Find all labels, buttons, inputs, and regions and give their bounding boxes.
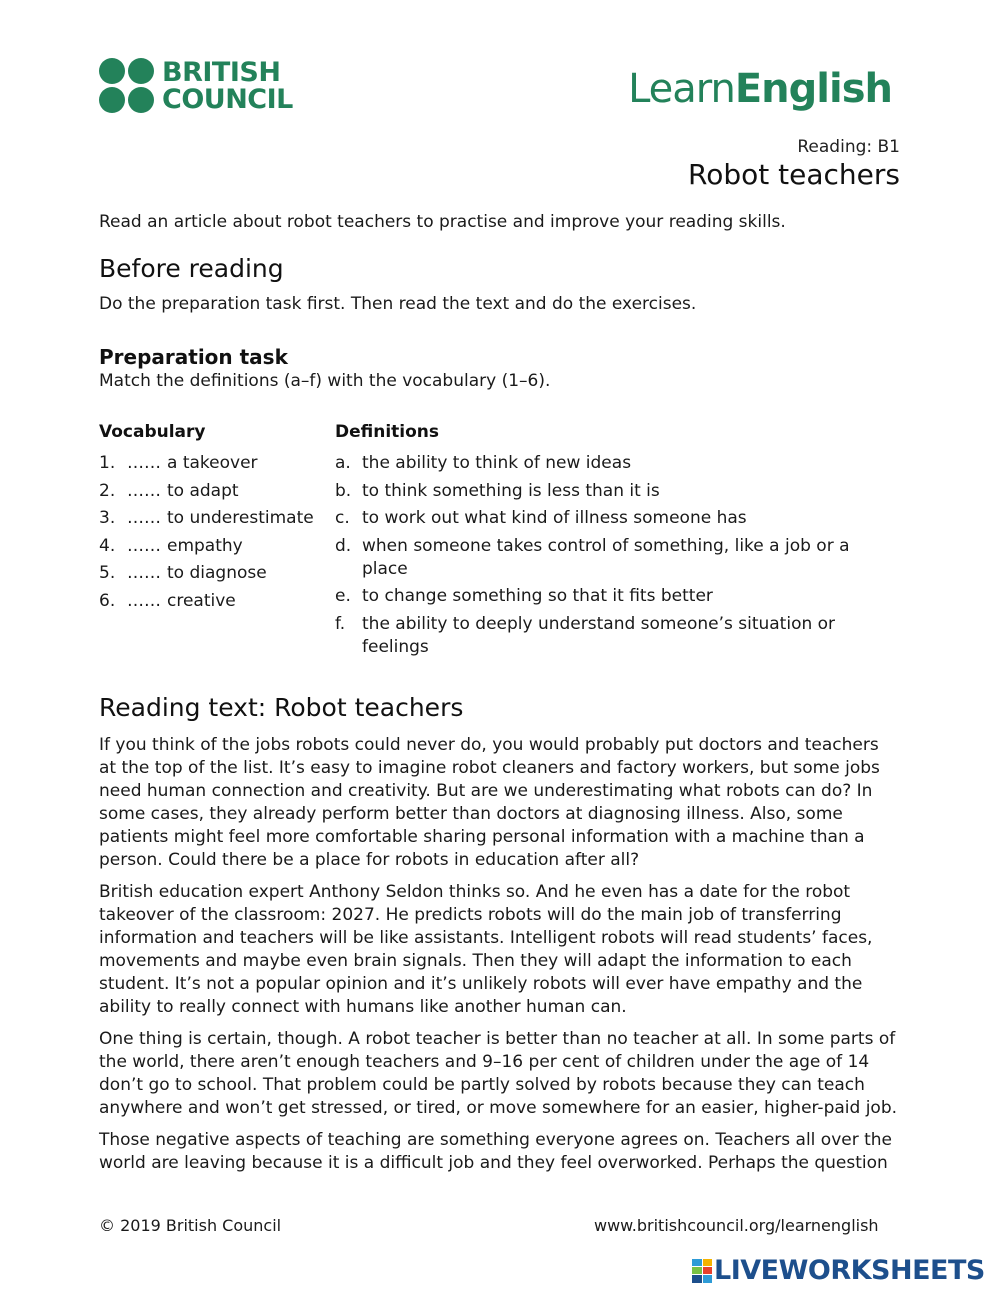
brand-line-1: BRITISH <box>162 57 281 88</box>
vocabulary-heading: Vocabulary <box>99 422 206 442</box>
vocabulary-list <box>99 452 324 618</box>
vocabulary-item <box>99 480 324 508</box>
vocabulary-item <box>99 562 324 590</box>
learnenglish-logo <box>628 66 892 112</box>
vocab-word: creative <box>167 590 236 611</box>
vocabulary-item <box>99 507 324 535</box>
definition-text: to change something so that it fits better <box>362 586 713 607</box>
definition-letter: d. <box>335 535 352 556</box>
liveworksheets-icon <box>692 1259 712 1283</box>
vocab-number: 1. <box>99 453 116 473</box>
vocab-word: to adapt <box>167 480 239 501</box>
definition-item <box>335 585 875 608</box>
intro-text: Read an article about robot teachers to practise and improve your reading skills. <box>99 212 786 232</box>
preparation-heading: Preparation task <box>99 345 288 369</box>
definition-text: when someone takes control of something, like a job or a place <box>362 535 850 579</box>
before-reading-heading: Before reading <box>99 254 284 283</box>
british-council-logo <box>99 58 299 114</box>
liveworksheets-watermark <box>692 1255 985 1286</box>
footer-url[interactable]: www.britishcouncil.org/learnenglish <box>594 1216 879 1235</box>
british-council-wordmark <box>162 59 293 113</box>
definition-item <box>335 613 875 659</box>
footer-copyright: © 2019 British Council <box>99 1216 282 1235</box>
vocab-number: 6. <box>99 590 116 611</box>
reading-text-heading: Reading text: Robot teachers <box>99 693 464 722</box>
definitions-heading: Definitions <box>335 422 440 442</box>
definition-letter: c. <box>335 508 350 529</box>
before-reading-instruction: Do the preparation task first. Then read the text and do the exercises. <box>99 294 697 314</box>
learnenglish-bold: English <box>734 66 892 112</box>
vocab-word: to diagnose <box>167 563 267 584</box>
reading-text-body <box>99 734 899 1184</box>
definition-item <box>335 507 875 530</box>
preparation-instruction: Match the definitions (a–f) with the vocabulary (1–6). <box>99 371 551 391</box>
definition-text: the ability to think of new ideas <box>362 453 632 473</box>
brand-line-2: COUNCIL <box>162 84 293 115</box>
page-title: Robot teachers <box>688 158 900 191</box>
level-label: Reading: B1 <box>797 137 900 157</box>
vocab-answer-blank[interactable]: …… <box>127 480 161 501</box>
reading-paragraph: Those negative aspects of teaching are something everyone agrees on. Teachers all over the world are leaving because it is a difficult job and they feel overworked. Perhaps the question <box>99 1130 893 1173</box>
definition-letter: a. <box>335 453 351 473</box>
british-council-dots-icon <box>99 58 155 114</box>
vocab-number: 4. <box>99 535 116 556</box>
learnenglish-regular: Learn <box>628 66 735 112</box>
reading-paragraph: One thing is certain, though. A robot teacher is better than no teacher at all. In some parts of the world, there aren’t enough teachers and 9–16 per cent of children under the age of 14 don’t go to school. That problem could be partly solved by robots because they can teach anywhere and won’t get stressed, or tired, or move somewhere for an easier, higher-paid job. <box>99 1029 898 1118</box>
vocab-word: a takeover <box>167 453 258 473</box>
definition-item <box>335 452 875 475</box>
definition-item <box>335 480 875 503</box>
reading-paragraph: If you think of the jobs robots could never do, you would probably put doctors and teachers at the top of the list. It’s easy to imagine robot cleaners and factory workers, but some jobs need human connection and creativity. But are we underestimating what robots can do? In some cases, they already perform better than doctors at diagnosing illness. Also, some patients might feel more comfortable sharing personal information with a machine than a person. Could there be a place for robots in education after all? <box>99 735 880 870</box>
vocab-answer-blank[interactable]: …… <box>127 590 161 611</box>
vocab-number: 3. <box>99 508 116 529</box>
definition-letter: f. <box>335 613 346 634</box>
vocab-number: 2. <box>99 480 116 501</box>
vocab-number: 5. <box>99 563 116 584</box>
reading-paragraph: British education expert Anthony Seldon thinks so. And he even has a date for the robot takeover of the classroom: 2027. He predicts robots will do the main job of transferring information and teachers will be like assistants. Intelligent robots will read students’ faces, movements and maybe even brain signals. Then they will adapt the information to each student. It’s not a popular opinion and it’s unlikely robots will ever have empathy and the ability to really connect with humans like another human can. <box>99 882 873 1017</box>
definitions-list <box>335 452 875 664</box>
vocab-word: to underestimate <box>167 508 314 529</box>
definition-text: to work out what kind of illness someone has <box>362 508 747 529</box>
vocab-answer-blank[interactable]: …… <box>127 535 161 556</box>
definition-text: to think something is less than it is <box>362 480 660 501</box>
definition-letter: e. <box>335 586 351 607</box>
vocab-answer-blank[interactable]: …… <box>127 453 161 473</box>
vocabulary-item <box>99 590 324 618</box>
vocab-answer-blank[interactable]: …… <box>127 508 161 529</box>
definition-letter: b. <box>335 480 352 501</box>
vocab-word: empathy <box>167 535 243 556</box>
definition-item <box>335 535 875 581</box>
vocab-answer-blank[interactable]: …… <box>127 563 161 584</box>
liveworksheets-text: LIVEWORKSHEETS <box>714 1255 985 1286</box>
vocabulary-item <box>99 452 324 480</box>
vocabulary-item <box>99 535 324 563</box>
definition-text: the ability to deeply understand someone’s situation or feelings <box>362 613 836 657</box>
